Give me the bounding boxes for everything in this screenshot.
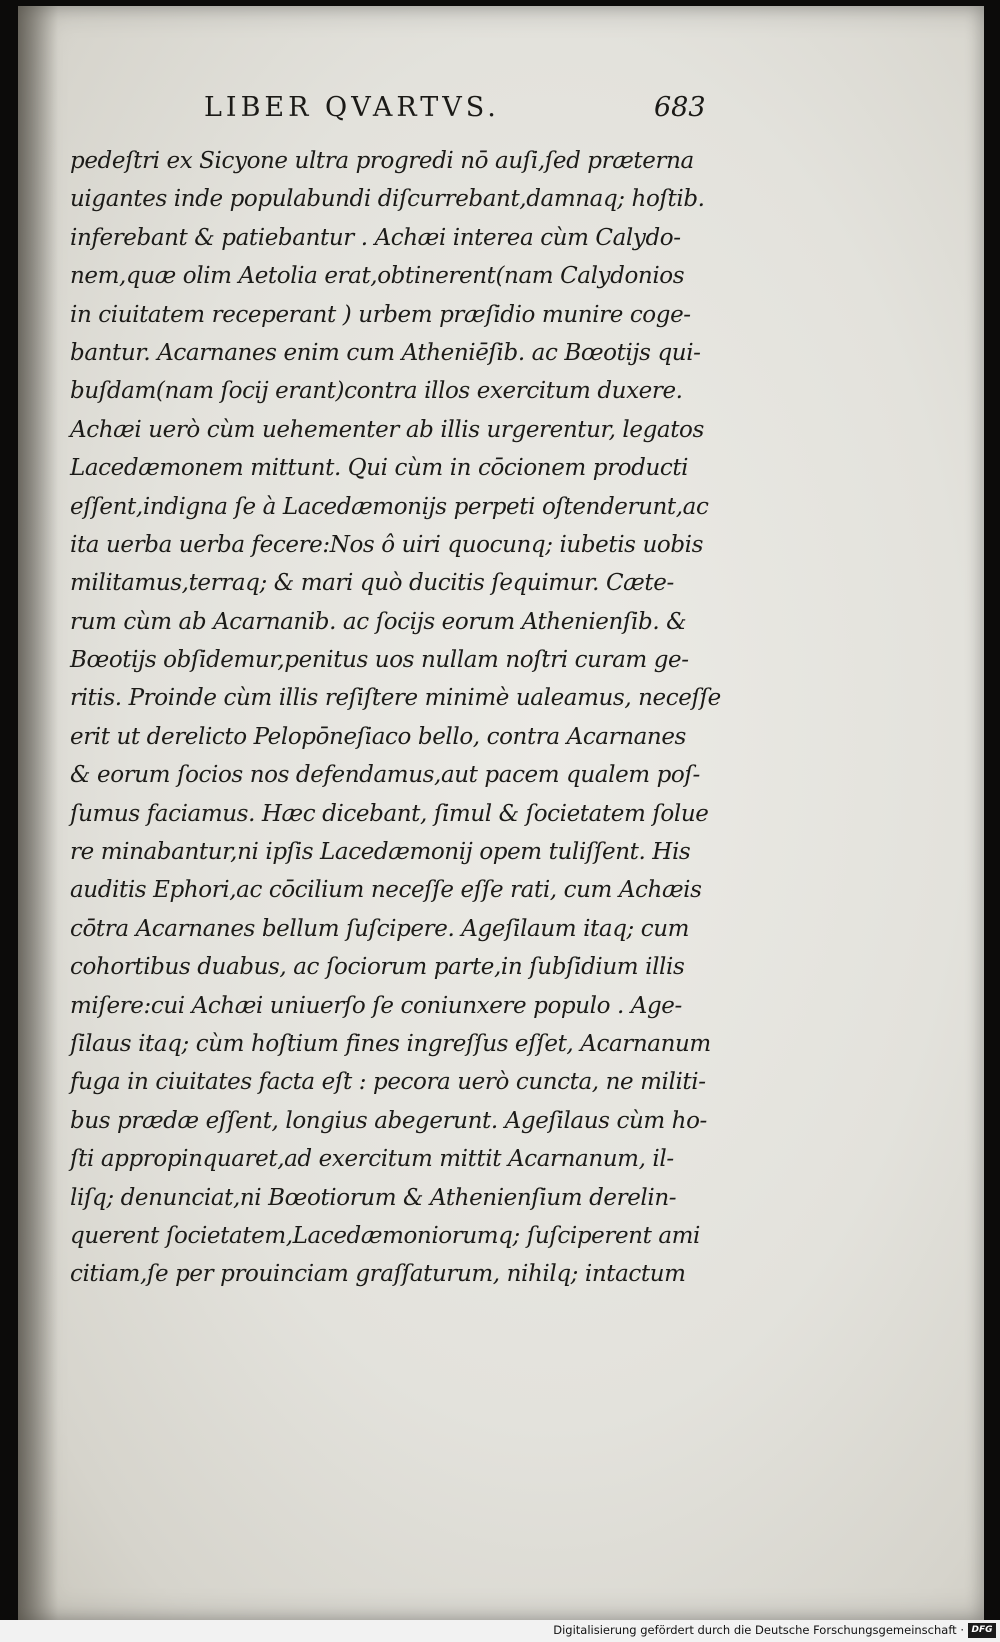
- text-line: citiam,ſe per prouinciam graſſaturum, nihilq; intactum: [70, 1261, 686, 1288]
- text-line: buſdam(nam ſocij erant)contra illos exercitum duxere.: [70, 378, 683, 405]
- text-line: rum cùm ab Acarnanib. ac ſocijs eorum Athenienſib. &: [70, 608, 687, 635]
- page-header: [18, 92, 984, 132]
- text-line: bantur. Acarnanes enim cum Atheniēſib. ac Bœotijs qui-: [70, 339, 701, 366]
- running-head: LIBER QVARTVS.: [204, 92, 500, 123]
- digitization-footer: [0, 1620, 1000, 1642]
- text-line: & eorum ſocios nos defendamus,aut pacem qualem poſ-: [70, 762, 700, 789]
- text-line: inferebant & patiebantur . Achæi interea cùm Calydo-: [70, 224, 681, 251]
- text-line: Bœotijs obſidemur,penitus uos nullam noſtri curam ge-: [70, 647, 689, 674]
- text-line: ritis. Proinde cùm illis reſiſtere minimè ualeamus, neceſſe: [70, 685, 721, 712]
- text-line: miſere:cui Achæi uniuerſo ſe coniunxere populo . Age-: [70, 992, 682, 1019]
- text-line: ſumus faciamus. Hæc dicebant, ſimul & ſocietatem ſolue: [70, 800, 709, 827]
- text-line: erit ut derelicto Pelopōneſiaco bello, contra Acarnanes: [70, 723, 686, 750]
- text-line: liſq; denunciat,ni Bœotiorum & Athenienſium derelin-: [70, 1184, 677, 1211]
- text-line: auditis Ephori,ac cōcilium neceſſe eſſe rati, cum Achæis: [70, 877, 702, 904]
- funding-credit: Digitalisierung gefördert durch die Deutsche Forschungsgemeinschaft ·: [553, 1623, 964, 1637]
- text-line: in ciuitatem receperant ) urbem præſidio munire coge-: [70, 301, 691, 328]
- text-line: uigantes inde populabundi diſcurrebant,damnaq; hoſtib.: [70, 186, 705, 213]
- text-line: cōtra Acarnanes bellum ſuſcipere. Ageſilaum itaq; cum: [70, 915, 690, 942]
- body-text: [70, 142, 721, 1294]
- text-line: militamus,terraq; & mari quò ducitis ſequimur. Cæte-: [70, 570, 674, 597]
- text-line: re minabantur,ni ipſis Lacedæmonij opem tuliſſent. His: [70, 839, 691, 866]
- text-line: fuga in ciuitates facta eſt : pecora uerò cuncta, ne militi-: [70, 1069, 706, 1096]
- text-line: Lacedæmonem mittunt. Qui cùm in cōcionem producti: [70, 455, 689, 482]
- text-line: ita uerba uerba fecere:Nos ô uiri quocunq; iubetis uobis: [70, 531, 704, 558]
- text-line: ſilaus itaq; cùm hoſtium fines ingreſſus eſſet, Acarnanum: [70, 1030, 711, 1057]
- page-number: 683: [654, 92, 706, 123]
- text-line: bus prædæ eſſent, longius abegerunt. Ageſilaus cùm ho-: [70, 1107, 707, 1134]
- text-line: ſti appropinquaret,ad exercitum mittit Acarnanum, il-: [70, 1146, 674, 1173]
- dfg-logo-icon: DFG: [968, 1623, 996, 1638]
- text-line: Achæi uerò cùm uehementer ab illis urgerentur, legatos: [70, 416, 704, 443]
- page-gutter-shadow: [18, 6, 58, 1620]
- text-line: pedeſtri ex Sicyone ultra progredi nō auſi,ſed præterna: [70, 148, 694, 174]
- book-page: [18, 6, 984, 1620]
- text-line: eſſent,indigna ſe à Lacedæmonijs perpeti oſtenderunt,ac: [70, 493, 709, 520]
- text-line: querent ſocietatem,Lacedæmoniorumq; ſuſciperent ami: [70, 1222, 701, 1249]
- text-line: nem,quæ olim Aetolia erat,obtinerent(nam Calydonios: [70, 263, 685, 290]
- text-line: cohortibus duabus, ac ſociorum parte,in ſubſidium illis: [70, 954, 685, 981]
